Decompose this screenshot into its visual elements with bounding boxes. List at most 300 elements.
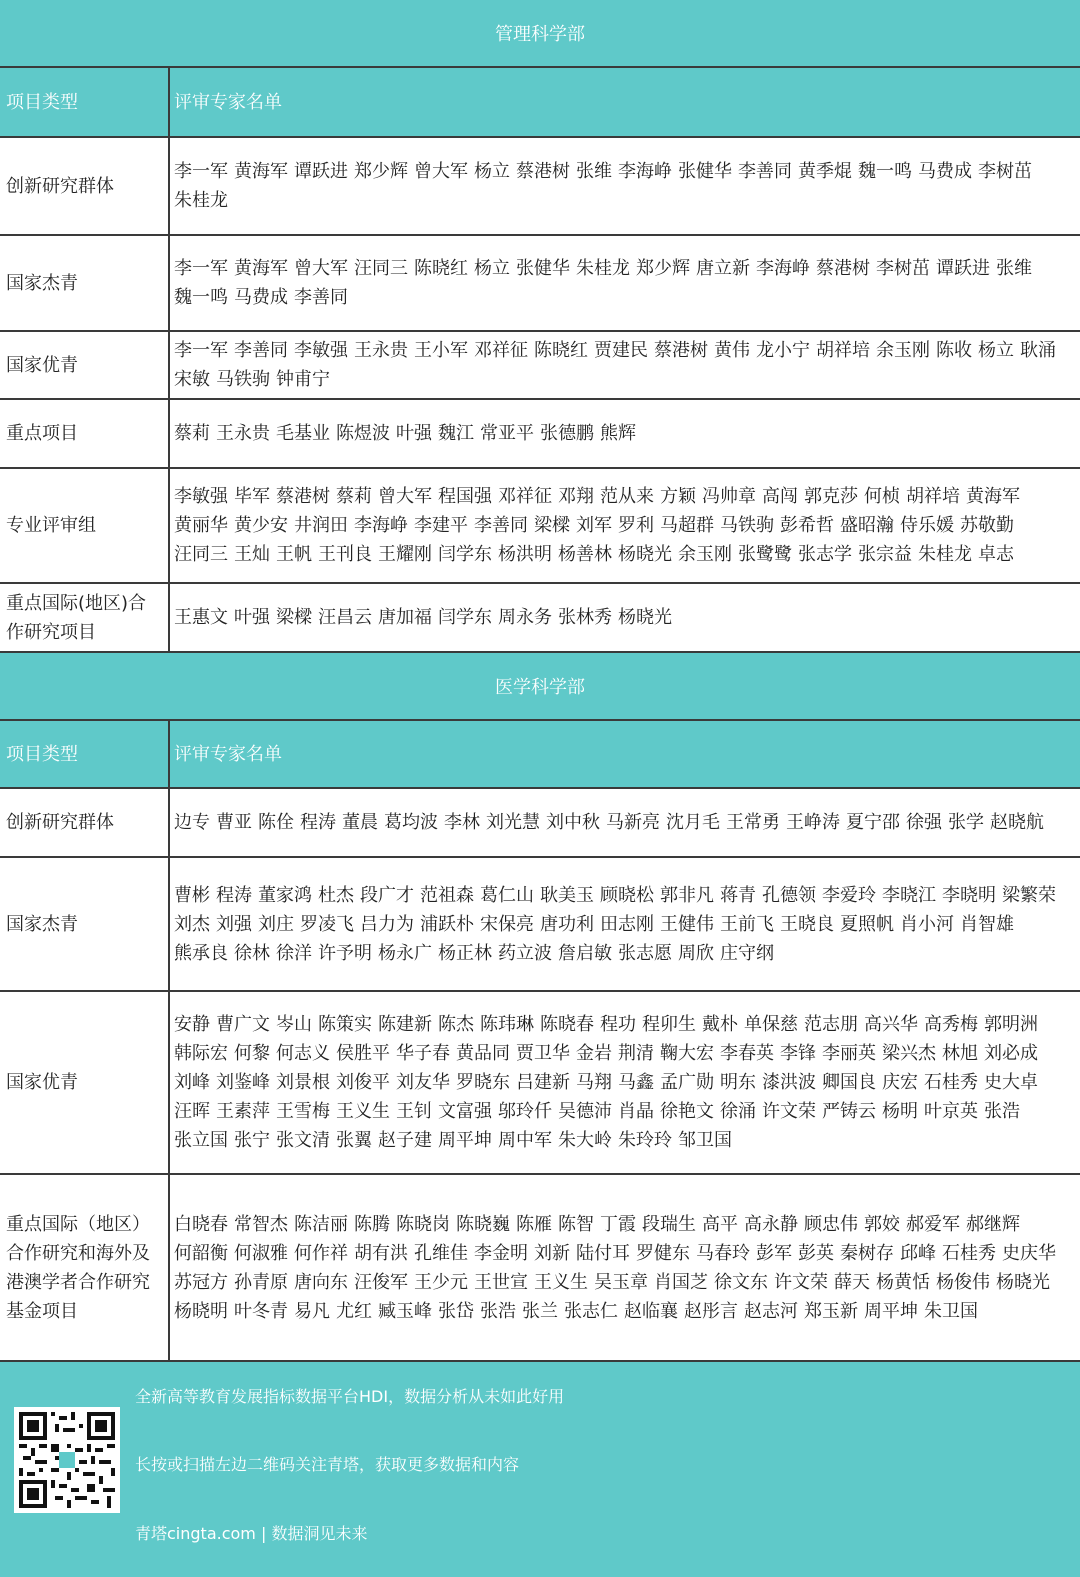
expert-name: 韩际宏: [174, 1043, 228, 1064]
expert-name: 吴德沛: [558, 1101, 612, 1122]
expert-name: 葛均波: [384, 812, 438, 833]
expert-name: 孔维佳: [414, 1242, 468, 1264]
expert-name: 张健华: [516, 258, 570, 279]
expert-name: 张立国: [174, 1130, 228, 1151]
expert-name: 魏一鸣: [174, 287, 228, 308]
expert-name: 庆宏: [882, 1072, 918, 1093]
expert-name: 马鑫: [618, 1072, 654, 1093]
expert-name: 吴玉章: [594, 1271, 648, 1293]
table-row: [0, 138, 1080, 236]
expert-name: 李海峥: [756, 258, 810, 279]
expert-name: 邓祥征: [474, 340, 528, 361]
expert-name: 黄品同: [456, 1043, 510, 1064]
expert-name: 陈建新: [378, 1014, 432, 1035]
expert-name: 张健华: [678, 161, 732, 182]
expert-name: 药立波: [498, 942, 552, 964]
expert-name: 马铁驹: [216, 369, 270, 390]
expert-name: 郑少辉: [354, 161, 408, 182]
expert-name: 詹启敏: [558, 942, 612, 964]
expert-name: 冯帅章: [702, 486, 756, 507]
expert-name: 龙小宁: [756, 340, 810, 361]
expert-name: 王刊良: [318, 544, 372, 565]
header-row: [0, 68, 1080, 138]
expert-name: 周欣: [678, 942, 714, 964]
expert-name: 邓翔: [558, 486, 594, 507]
expert-name: 郑少辉: [636, 258, 690, 279]
expert-name: 唐向东: [294, 1271, 348, 1293]
row-label: 国家杰青: [0, 236, 170, 330]
expert-name: 顾忠伟: [804, 1213, 858, 1235]
expert-name: 刘强: [216, 913, 252, 935]
expert-name: 王小军: [414, 340, 468, 361]
expert-name: 周中军: [498, 1130, 552, 1151]
expert-name: 黄丽华: [174, 515, 228, 536]
expert-name: 王义生: [336, 1101, 390, 1122]
expert-name: 曹彬: [174, 884, 210, 906]
expert-name: 王永贵: [354, 340, 408, 361]
expert-name: 刘军: [576, 515, 612, 536]
expert-name: 白晓春: [174, 1213, 228, 1235]
footer-line-3[interactable]: 青塔cingta.com | 数据洞见未来: [135, 1524, 368, 1543]
expert-name: 梁樑: [534, 515, 570, 536]
expert-name: 周平坤: [438, 1130, 492, 1151]
expert-name: 卿国良: [822, 1072, 876, 1093]
expert-name: 李一军: [174, 161, 228, 182]
expert-name: 叶京英: [924, 1101, 978, 1122]
expert-name: 李一军: [174, 258, 228, 279]
expert-name: 刘新: [534, 1242, 570, 1264]
expert-name: 郭克莎: [804, 486, 858, 507]
expert-name: 彭希哲: [780, 515, 834, 536]
expert-name: 王灿: [234, 544, 270, 565]
expert-name: 张志仁: [564, 1300, 618, 1322]
expert-name: 段广才: [360, 884, 414, 906]
expert-name: 戴朴: [702, 1014, 738, 1035]
expert-name: 浦跃朴: [420, 913, 474, 935]
expert-name: 宋敏: [174, 369, 210, 390]
expert-name: 文富强: [438, 1101, 492, 1122]
expert-name: 王健伟: [660, 913, 714, 935]
expert-name: 蔡港树: [816, 258, 870, 279]
expert-name: 李锋: [780, 1043, 816, 1064]
expert-name: 董晨: [342, 812, 378, 833]
expert-name: 贾建民: [594, 340, 648, 361]
expert-name: 秦树存: [840, 1242, 894, 1264]
expert-name: 耿美玉: [540, 884, 594, 906]
row-names: [170, 789, 1080, 856]
expert-name: 许文荣: [762, 1101, 816, 1122]
expert-name: 李善同: [294, 287, 348, 308]
expert-name: 陈策实: [318, 1014, 372, 1035]
expert-name: 汪俊军: [354, 1271, 408, 1293]
expert-name: 邓祥征: [498, 486, 552, 507]
expert-name: 程涛: [216, 884, 252, 906]
expert-name: 王前飞: [720, 913, 774, 935]
expert-name: 赵子建: [378, 1130, 432, 1151]
expert-name: 王少元: [414, 1271, 468, 1293]
expert-name: 李丽英: [822, 1043, 876, 1064]
section-title: 医学科学部: [0, 653, 1080, 721]
expert-name: 程功: [600, 1014, 636, 1035]
expert-name: 石桂秀: [924, 1072, 978, 1093]
expert-name: 张德鹏: [540, 423, 594, 444]
expert-name: 郝爱军: [906, 1213, 960, 1235]
expert-name: 徐文东: [714, 1271, 768, 1293]
expert-name: 顾晓松: [600, 884, 654, 906]
header-list: 评审专家名单: [174, 91, 282, 113]
expert-name: 张浩: [984, 1101, 1020, 1122]
expert-name: 陈晓巍: [456, 1213, 510, 1235]
expert-name: 黄海军: [966, 486, 1020, 507]
expert-name: 苏敬勤: [960, 515, 1014, 536]
expert-name: 谭跃进: [936, 258, 990, 279]
table-row: [0, 400, 1080, 469]
row-names: [170, 400, 1080, 467]
expert-name: 刘杰: [174, 913, 210, 935]
expert-name: 陈煜波: [336, 423, 390, 444]
expert-name: 沈月毛: [666, 812, 720, 833]
expert-name: 罗晓东: [456, 1072, 510, 1093]
expert-name: 彭军: [756, 1242, 792, 1264]
header-type: 项目类型: [0, 721, 170, 787]
expert-name: 朱桂龙: [918, 544, 972, 565]
expert-name: 罗利: [618, 515, 654, 536]
expert-name: 臧玉峰: [378, 1300, 432, 1322]
expert-name: 熊辉: [600, 423, 636, 444]
table-row: [0, 1175, 1080, 1362]
table-row: [0, 469, 1080, 584]
row-label: 专业评审组: [0, 469, 170, 582]
expert-name: 侍乐媛: [900, 515, 954, 536]
expert-name: 王素萍: [216, 1101, 270, 1122]
expert-name: 高平: [702, 1213, 738, 1235]
expert-name: 苏冠方: [174, 1271, 228, 1293]
expert-name: 高闯: [762, 486, 798, 507]
expert-name: 蒋青: [720, 884, 756, 906]
expert-name: 胡祥培: [816, 340, 870, 361]
expert-name: 肖国芝: [654, 1271, 708, 1293]
expert-name: 王义生: [534, 1271, 588, 1293]
expert-name: 徐林: [234, 942, 270, 964]
expert-name: 张志学: [798, 544, 852, 565]
expert-name: 王晓良: [780, 913, 834, 935]
expert-name: 彭英: [798, 1242, 834, 1264]
expert-name: 钟甫宁: [276, 369, 330, 390]
expert-name: 杨晓光: [996, 1271, 1050, 1293]
expert-name: 张维: [576, 161, 612, 182]
expert-name: 叶冬青: [234, 1300, 288, 1322]
expert-name: 单保慈: [744, 1014, 798, 1035]
expert-name: 汪同三: [174, 544, 228, 565]
row-label: 国家优青: [0, 332, 170, 398]
expert-name: 范祖森: [420, 884, 474, 906]
expert-name: 马费成: [234, 287, 288, 308]
expert-name: 庄守纲: [720, 942, 774, 964]
expert-name: 杨晓光: [618, 607, 672, 628]
row-names: [170, 138, 1080, 234]
expert-name: 肖晶: [618, 1101, 654, 1122]
expert-name: 李敏强: [294, 340, 348, 361]
section-title: 管理科学部: [0, 0, 1080, 68]
expert-name: 夏宁邵: [846, 812, 900, 833]
expert-name: 刘鉴峰: [216, 1072, 270, 1093]
expert-name: 许文荣: [774, 1271, 828, 1293]
expert-name: 黄伟: [714, 340, 750, 361]
expert-name: 魏江: [438, 423, 474, 444]
expert-name: 程卯生: [642, 1014, 696, 1035]
footer-line-1: 全新高等教育发展指标数据平台HDI，数据分析从未如此好用: [135, 1387, 565, 1406]
expert-name: 荆清: [618, 1043, 654, 1064]
expert-name: 陈收: [936, 340, 972, 361]
expert-name: 段瑞生: [642, 1213, 696, 1235]
expert-name: 李树茁: [876, 258, 930, 279]
expert-name: 高秀梅: [924, 1014, 978, 1035]
expert-name: 李春英: [720, 1043, 774, 1064]
expert-name: 曾大军: [294, 258, 348, 279]
expert-name: 杨俊伟: [936, 1271, 990, 1293]
expert-name: 熊承良: [174, 942, 228, 964]
expert-name: 朱大岭: [558, 1130, 612, 1151]
row-names: [170, 858, 1080, 990]
expert-name: 漆洪波: [762, 1072, 816, 1093]
row-label: 重点项目: [0, 400, 170, 467]
expert-name: 徐洋: [276, 942, 312, 964]
expert-name: 孔德领: [762, 884, 816, 906]
expert-name: 王钊: [396, 1101, 432, 1122]
expert-name: 毛基业: [276, 423, 330, 444]
expert-name: 蔡莉: [336, 486, 372, 507]
expert-name: 梁兴杰: [882, 1043, 936, 1064]
expert-name: 曾大军: [378, 486, 432, 507]
expert-name: 朱卫国: [924, 1300, 978, 1322]
table-row: [0, 992, 1080, 1175]
expert-name: 李海峥: [618, 161, 672, 182]
expert-name: 金岩: [576, 1043, 612, 1064]
expert-name: 葛仁山: [480, 884, 534, 906]
expert-name: 刘中秋: [546, 812, 600, 833]
expert-name: 陈腾: [354, 1213, 390, 1235]
expert-name: 杜杰: [318, 884, 354, 906]
row-names: [170, 469, 1080, 582]
expert-name: 李晓明: [942, 884, 996, 906]
expert-name: 杨晓光: [618, 544, 672, 565]
expert-name: 杨立: [474, 258, 510, 279]
expert-name: 赵临襄: [624, 1300, 678, 1322]
expert-name: 马新亮: [606, 812, 660, 833]
expert-name: 马铁驹: [720, 515, 774, 536]
expert-name: 谭跃进: [294, 161, 348, 182]
expert-name: 李爱玲: [822, 884, 876, 906]
footer: [0, 1362, 1080, 1577]
expert-name: 井润田: [294, 515, 348, 536]
expert-name: 王永贵: [216, 423, 270, 444]
expert-name: 叶强: [234, 607, 270, 628]
expert-name: 陈晓红: [414, 258, 468, 279]
expert-name: 邱峰: [900, 1242, 936, 1264]
expert-name: 刘俊平: [336, 1072, 390, 1093]
table-row: [0, 332, 1080, 400]
expert-name: 曹亚: [216, 812, 252, 833]
expert-name: 李善同: [234, 340, 288, 361]
expert-name: 郝继辉: [966, 1213, 1020, 1235]
expert-name: 陈晓春: [540, 1014, 594, 1035]
row-names: [170, 1175, 1080, 1360]
expert-name: 郭非凡: [660, 884, 714, 906]
table-row: [0, 858, 1080, 992]
expert-name: 郭姣: [864, 1213, 900, 1235]
expert-name: 杨洪明: [498, 544, 552, 565]
header-row: [0, 721, 1080, 789]
expert-name: 李树茁: [978, 161, 1032, 182]
expert-name: 陈洁丽: [294, 1213, 348, 1235]
expert-name: 肖小河: [900, 913, 954, 935]
expert-name: 闫学东: [438, 544, 492, 565]
expert-name: 王峥涛: [786, 812, 840, 833]
expert-name: 胡祥培: [906, 486, 960, 507]
expert-name: 刘景根: [276, 1072, 330, 1093]
expert-name: 耿涌: [1020, 340, 1056, 361]
expert-name: 常智杰: [234, 1213, 288, 1235]
expert-name: 肖智雄: [960, 913, 1014, 935]
expert-name: 华子春: [396, 1043, 450, 1064]
expert-name: 李建平: [414, 515, 468, 536]
expert-name: 张岱: [438, 1300, 474, 1322]
expert-name: 王帆: [276, 544, 312, 565]
expert-name: 张宁: [234, 1130, 270, 1151]
expert-name: 郑玉新: [804, 1300, 858, 1322]
expert-name: 边专: [174, 812, 210, 833]
expert-name: 赵晓航: [990, 812, 1044, 833]
expert-name: 余玉刚: [678, 544, 732, 565]
expert-name: 张浩: [480, 1300, 516, 1322]
expert-name: 杨立: [978, 340, 1014, 361]
expert-name: 易凡: [294, 1300, 330, 1322]
expert-name: 范从来: [600, 486, 654, 507]
expert-name: 何韶衡: [174, 1242, 228, 1264]
expert-name: 黄季焜: [798, 161, 852, 182]
expert-name: 黄海军: [234, 258, 288, 279]
row-label: 创新研究群体: [0, 138, 170, 234]
expert-name: 李海峥: [354, 515, 408, 536]
row-names: [170, 332, 1080, 398]
expert-name: 吕建新: [516, 1072, 570, 1093]
expert-name: 丁霞: [600, 1213, 636, 1235]
expert-name: 卓志: [978, 544, 1014, 565]
expert-name: 杨永广: [378, 942, 432, 964]
expert-name: 毕军: [234, 486, 270, 507]
expert-name: 何作祥: [294, 1242, 348, 1264]
row-label: 重点国际(地区)合作研究项目: [0, 584, 170, 651]
row-names: [170, 992, 1080, 1173]
expert-name: 吕力为: [360, 913, 414, 935]
expert-name: 蔡港树: [654, 340, 708, 361]
expert-name: 林旭: [942, 1043, 978, 1064]
expert-name: 王雪梅: [276, 1101, 330, 1122]
footer-line-2: 长按或扫描左边二维码关注青塔，获取更多数据和内容: [135, 1455, 520, 1474]
expert-name: 张翼: [336, 1130, 372, 1151]
expert-name: 薛天: [834, 1271, 870, 1293]
expert-name: 陈智: [558, 1213, 594, 1235]
expert-name: 汪晖: [174, 1101, 210, 1122]
expert-name: 梁樑: [276, 607, 312, 628]
section-medical: [0, 653, 1080, 1362]
expert-name: 邬玲仟: [498, 1101, 552, 1122]
expert-name: 董家鸿: [258, 884, 312, 906]
expert-name: 黄少安: [234, 515, 288, 536]
expert-name: 叶强: [396, 423, 432, 444]
expert-name: 李林: [444, 812, 480, 833]
expert-name: 岑山: [276, 1014, 312, 1035]
expert-name: 何志义: [276, 1043, 330, 1064]
expert-name: 杨明: [882, 1101, 918, 1122]
expert-name: 田志刚: [600, 913, 654, 935]
expert-name: 李金明: [474, 1242, 528, 1264]
header-list: 评审专家名单: [174, 743, 282, 765]
expert-name: 程国强: [438, 486, 492, 507]
qr-code-graphic: [19, 1412, 115, 1508]
row-names: [170, 236, 1080, 330]
expert-name: 徐艳文: [660, 1101, 714, 1122]
expert-name: 罗凌飞: [300, 913, 354, 935]
expert-name: 何桢: [864, 486, 900, 507]
expert-name: 张林秀: [558, 607, 612, 628]
table-row: [0, 584, 1080, 653]
expert-name: 刘必成: [984, 1043, 1038, 1064]
expert-name: 张宗益: [858, 544, 912, 565]
section-management: [0, 0, 1080, 653]
expert-name: 蔡莉: [174, 423, 210, 444]
expert-name: 李善同: [474, 515, 528, 536]
expert-name: 李敏强: [174, 486, 228, 507]
expert-name: 张学: [948, 812, 984, 833]
expert-name: 安静: [174, 1014, 210, 1035]
expert-name: 胡有洪: [354, 1242, 408, 1264]
expert-name: 尤红: [336, 1300, 372, 1322]
qr-code-icon[interactable]: [14, 1407, 120, 1513]
expert-name: 张志愿: [618, 942, 672, 964]
table-row: [0, 789, 1080, 858]
expert-name: 常亚平: [480, 423, 534, 444]
expert-name: 王常勇: [726, 812, 780, 833]
expert-name: 梁繁荣: [1002, 884, 1056, 906]
expert-name: 余玉刚: [876, 340, 930, 361]
expert-name: 刘友华: [396, 1072, 450, 1093]
expert-name: 石桂秀: [942, 1242, 996, 1264]
expert-name: 史大卓: [984, 1072, 1038, 1093]
expert-name: 王世宣: [474, 1271, 528, 1293]
expert-name: 陈佺: [258, 812, 294, 833]
expert-name: 朱桂龙: [174, 190, 228, 211]
expert-name: 夏照帆: [840, 913, 894, 935]
expert-name: 陈玮琳: [480, 1014, 534, 1035]
expert-name: 高兴华: [864, 1014, 918, 1035]
expert-name: 蔡港树: [516, 161, 570, 182]
expert-name: 杨善林: [558, 544, 612, 565]
row-label: 国家杰青: [0, 858, 170, 990]
expert-name: 朱玲玲: [618, 1130, 672, 1151]
expert-name: 赵志河: [744, 1300, 798, 1322]
expert-name: 严铸云: [822, 1101, 876, 1122]
expert-name: 张兰: [522, 1300, 558, 1322]
expert-name: 周平坤: [864, 1300, 918, 1322]
row-label: 国家优青: [0, 992, 170, 1173]
expert-name: 杨黄恬: [876, 1271, 930, 1293]
expert-name: 唐功利: [540, 913, 594, 935]
expert-name: 陆付耳: [576, 1242, 630, 1264]
expert-name: 郭明洲: [984, 1014, 1038, 1035]
expert-name: 陈晓红: [534, 340, 588, 361]
expert-name: 刘光慧: [486, 812, 540, 833]
